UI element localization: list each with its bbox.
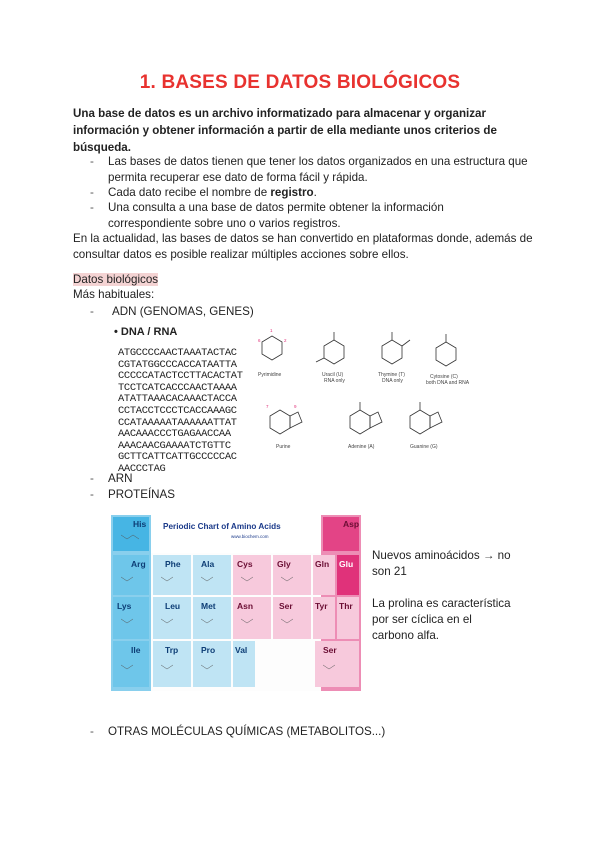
aa-cell: Phe (165, 559, 181, 569)
svg-text:7: 7 (266, 404, 269, 409)
uracil-label: Uracil (U) (322, 372, 344, 378)
list-item-proteinas: PROTEÍNAS (108, 488, 175, 501)
purine-ring (270, 410, 290, 434)
aa-cell: Ile (131, 645, 141, 655)
bullet-dash: - (90, 305, 94, 318)
amino-chart-graphic (111, 515, 361, 691)
cytosine-label: Cytosine (C) (430, 374, 458, 380)
dna-figure-heading: • DNA / RNA (114, 326, 178, 338)
note-proline: La prolina es característica por ser cíclica en el carbono alfa. (372, 597, 511, 642)
bullet-dash: - (90, 201, 94, 214)
svg-text:both DNA and RNA: both DNA and RNA (426, 380, 470, 386)
adenine-ring (350, 410, 370, 434)
aa-cell: Thr (339, 601, 353, 611)
registro-term: registro (270, 186, 314, 199)
cytosine-ring (436, 342, 456, 366)
amino-acid-chart (111, 515, 361, 691)
guanine-ring (410, 410, 430, 434)
nucleobase-structures (250, 318, 490, 468)
svg-text:2: 2 (284, 338, 287, 343)
purine-label: Purine (276, 444, 291, 450)
aa-cell: Ser (279, 601, 293, 611)
aa-cell: Trp (165, 645, 179, 655)
aa-cell: Lys (117, 601, 132, 611)
body-paragraph: En la actualidad, las bases de datos se han convertido en plataformas donde, además de consultar datos es posible realizar múltiples acciones sobre ellos. (73, 232, 533, 261)
list-item-otras: OTRAS MOLÉCULAS QUÍMICAS (METABOLITOS...) (108, 725, 386, 738)
bullet-3: Una consulta a una base de datos permite obtener la información correspondiente sobre uno o varios registros. (108, 201, 444, 230)
aa-cell: Arg (131, 559, 146, 569)
adenine-label: Adenine (A) (348, 444, 375, 450)
aa-cell: Tyr (315, 601, 328, 611)
bullet-dash: - (90, 186, 94, 199)
uracil-ring (324, 340, 344, 364)
aa-cell: Met (201, 601, 216, 611)
bullet-dash: - (90, 725, 94, 738)
sub-heading: Más habituales: (73, 288, 155, 301)
pyrimidine-ring (262, 336, 282, 360)
bullet-dash: - (90, 488, 94, 501)
svg-text:RNA only: RNA only (324, 378, 345, 384)
aa-cell: Val (235, 645, 248, 655)
page-title: 1. BASES DE DATOS BIOLÓGICOS (139, 72, 461, 93)
bullet-1: Las bases de datos tienen que tener los datos organizados en una estructura que permita recuperar ese dato de forma fácil y rápida. (108, 155, 528, 184)
list-item-adn: ADN (GENOMAS, GENES) (112, 305, 254, 318)
aa-cell: Ser (323, 645, 337, 655)
aa-cell: Ala (201, 559, 215, 569)
section-heading: Datos biológicos (73, 273, 159, 286)
svg-text:1: 1 (270, 328, 273, 333)
pyrimidine-label: Pyrimidine (258, 372, 282, 378)
intro-paragraph: Una base de datos es un archivo informatizado para almacenar y organizar información y obtener información a partir de ella mediante unos criterios de búsqueda. (73, 107, 497, 154)
aa-cell: Gln (315, 559, 330, 569)
dna-sequence: ATGCCCCAACTAAATACTAC CGTATGGCCCACCATAATTA CCCCCATACTCCTTACACTAT TCCTCATCACCCAACTAAAA ATATTAAACACAAACTACCA CCTACCTCCCTCACCAAAGC CCATAAAAATAAAAAATTAT AACAAACCCTGAGAACCAA AAACAACGAAAATCTGTTC GCTTCATTCATTGCCCCCAC AACCCTAG (118, 347, 243, 475)
thymine-ring (382, 340, 402, 364)
aa-cell: Glu (339, 559, 354, 569)
aa-cell: Leu (165, 601, 181, 611)
aa-cell: Asn (237, 601, 254, 611)
guanine-label: Guanine (G) (410, 444, 438, 450)
amino-chart-title: Periodic Chart of Amino Acids (163, 522, 281, 531)
bullet-2: Cada dato recibe el nombre de registro. (108, 186, 317, 199)
svg-text:9: 9 (294, 404, 297, 409)
bullet-dash: - (90, 472, 94, 485)
list-item-arn: ARN (108, 472, 133, 485)
svg-text:6: 6 (258, 338, 261, 343)
svg-text:DNA only: DNA only (382, 378, 403, 384)
aa-cell: Cys (237, 559, 253, 569)
amino-chart-site: www.biochem.com (231, 534, 269, 539)
aa-cell: His (133, 519, 147, 529)
thymine-label: Thymine (T) (378, 372, 405, 378)
aa-cell: Pro (201, 645, 216, 655)
bullet-dash: - (90, 155, 94, 168)
aa-cell: Asp (343, 519, 360, 529)
note-new-amino-acids: Nuevos aminoácidos → no son 21 (372, 549, 511, 578)
aa-cell: Gly (277, 559, 291, 569)
